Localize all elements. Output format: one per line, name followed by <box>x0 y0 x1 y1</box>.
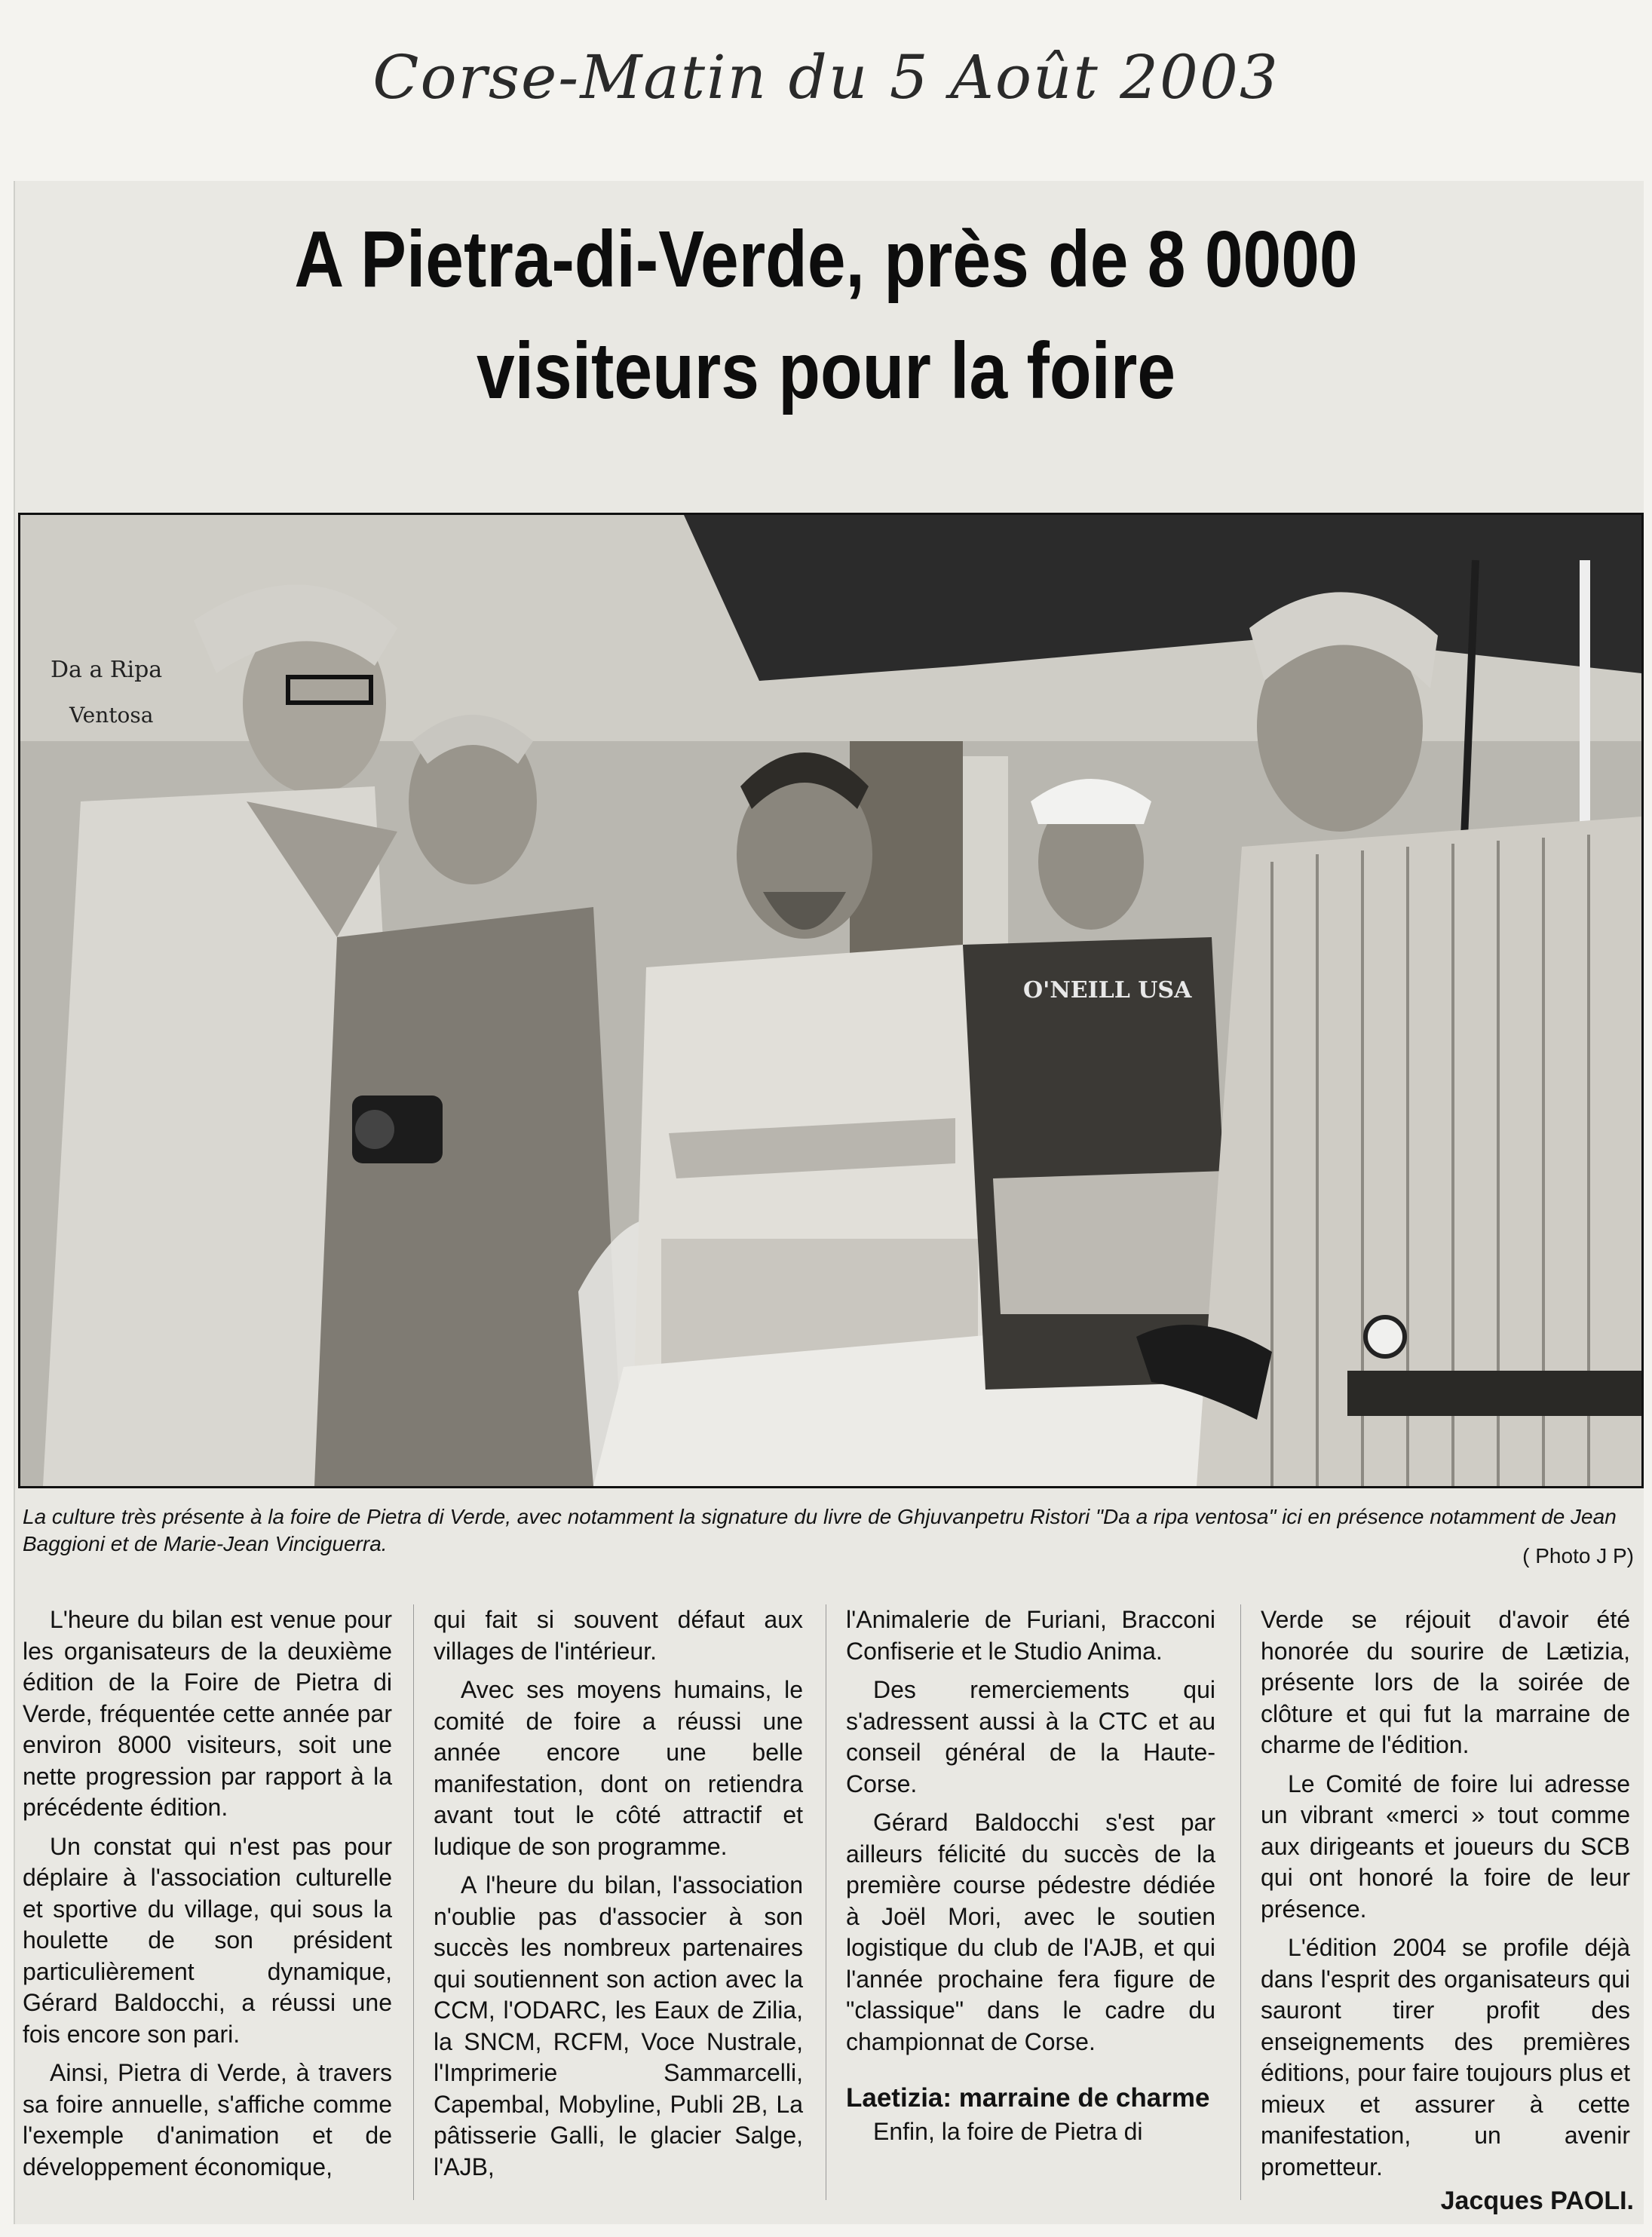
headline-line-2: visiteurs pour la foire <box>476 326 1176 415</box>
paragraph: Un constat qui n'est pas pour déplaire à l'association culturelle et sportive du village, qui sous la houlette de son président particulièrement dynamique, Gérard Baldocchi, a réussi une fois encore son pari. <box>23 1832 392 2048</box>
subheading: Laetizia: marraine de charme <box>846 2083 1210 2113</box>
tshirt-text: O'NEILL USA <box>1023 977 1192 1004</box>
headline <box>115 204 1536 427</box>
photo-credit: ( Photo J P) <box>1522 1544 1634 1567</box>
handwritten-date-note: Corse-Matin du 5 Août 2003 <box>372 42 1280 112</box>
paragraph: Ainsi, Pietra di Verde, à travers sa foire annuelle, s'affiche comme l'exemple d'animation et de développement économique, <box>23 2059 392 2180</box>
article-column-3 <box>846 1604 1215 2156</box>
article-column-2 <box>434 1604 803 2190</box>
banner-text-2: Ventosa <box>69 703 154 728</box>
banner-text-1: Da a Ripa <box>51 657 163 683</box>
paragraph: l'Animalerie de Furiani, Bracconi Confiserie et le Studio Anima. <box>846 1606 1215 1665</box>
paragraph: Des remerciements qui s'adressent aussi à la CTC et au conseil général de la Haute-Corse. <box>846 1676 1215 1797</box>
column-divider <box>1240 1604 1241 2200</box>
paragraph: qui fait si souvent défaut aux villages de l'intérieur. <box>434 1606 803 1665</box>
article-column-1 <box>23 1604 392 2190</box>
paragraph: L'édition 2004 se profile déjà dans l'esprit des organisateurs qui sauront tirer profit des enseignements des premières éditions, pour faire toujours plus et mieux et assurer à cette manifestation, un avenir prometteur. <box>1261 1934 1630 2180</box>
paragraph: Gérard Baldocchi s'est par ailleurs félicité du succès de la première course pédestre dédiée à Joël Mori, avec le soutien logistique du club de l'AJB, et qui l'année prochaine fera figure de "classique" dans le cadre du championnat de Corse. <box>846 1809 1215 2055</box>
paragraph: A l'heure du bilan, l'association n'oublie pas d'associer à son succès les nombreux partenaires qui soutiennent son action avec la CCM, l'ODARC, les Eaux de Zilia, la SNCM, RCFM, Voce Nustrale, l'Imprimerie Sammarcelli, Capembal, Mobyline, Publi 2B, La pâtisserie Galli, le glacier Salge, l'AJB, <box>434 1871 803 2180</box>
article-photo <box>18 513 1644 1488</box>
photo-illustration <box>20 515 1641 1486</box>
paragraph: Le Comité de foire lui adresse un vibrant «merci » tout comme aux dirigeants et joueurs du SCB qui ont honoré la foire de leur présence. <box>1261 1770 1630 1923</box>
photo-caption: La culture très présente à la foire de Pietra di Verde, avec notamment la signature du livre de Ghjuvanpetru Ristori "Da a ripa ventosa" ici en présence notamment de Jean Baggioni et de Marie-Jean Vinciguerra. <box>23 1505 1617 1555</box>
author-signature: Jacques PAOLI. <box>1440 2186 1634 2215</box>
headline-line-1: A Pietra-di-Verde, près de 8 0000 <box>294 215 1358 304</box>
paragraph: Avec ses moyens humains, le comité de foire a réussi une année encore une belle manifestation, dont on retiendra avant tout le côté attractif et ludique de son programme. <box>434 1676 803 1860</box>
paragraph: Verde se réjouit d'avoir été honorée du sourire de Lætizia, présente lors de la soirée de clôture et qui fut la marraine de charme de l'édition. <box>1261 1606 1630 1758</box>
column-divider <box>413 1604 414 2200</box>
paragraph: L'heure du bilan est venue pour les organisateurs de la deuxième édition de la Foire de Pietra di Verde, fréquentée cette année par environ 8000 visiteurs, soit une nette progression par rapport à la précédente édition. <box>23 1606 392 1821</box>
article-column-4 <box>1261 1604 1630 2190</box>
paragraph: Enfin, la foire de Pietra di <box>873 2118 1143 2145</box>
